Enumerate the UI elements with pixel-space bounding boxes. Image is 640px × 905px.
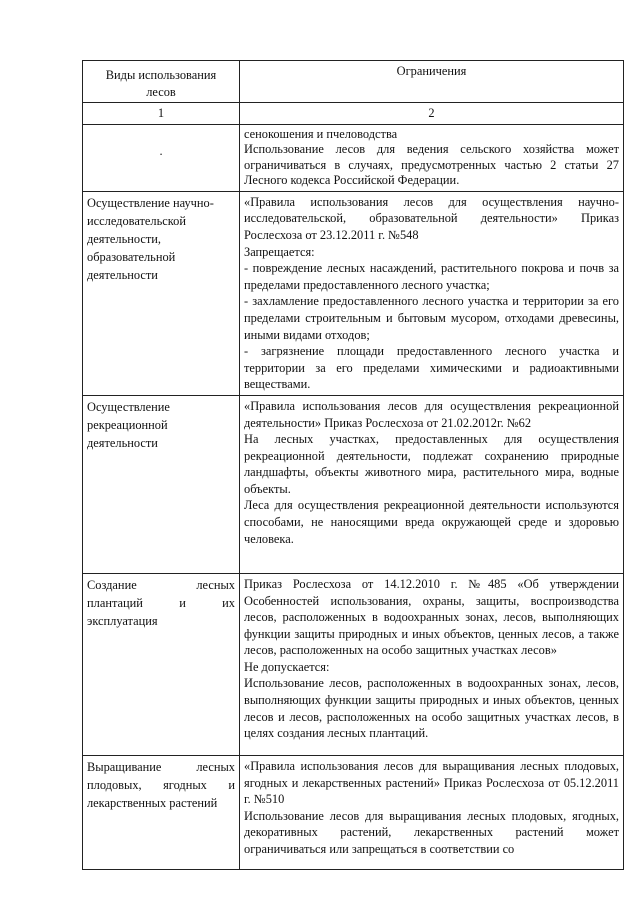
table-row (83, 124, 624, 191)
row-restrictions-cell (240, 124, 624, 191)
header-types-line2: лесов (146, 84, 176, 99)
paragraph: Использование лесов, расположенных в водоохранных зонах, лесов, выполняющих функции защиты природных и иных объектов, ценных лесов и лесов, расположенных на особо защитных участках лесов, в целях создания лесных плантаций. (244, 676, 619, 741)
header-cell-types (83, 61, 240, 103)
paragraph: «Правила использования лесов для осуществления научно-исследовательской, образовательной деятельности» Приказ Рослесхоза от 23.12.2011 г. №548 (244, 194, 619, 242)
paragraph: «Правила использования лесов для выращивания лесных плодовых, ягодных и лекарственных растений» Приказ Рослесхоза от 05.12.2011 г. №510 (244, 758, 619, 807)
paragraph: сенокошения и пчеловодства (244, 126, 398, 141)
paragraph: Использование лесов для выращивания лесных плодовых, ягодных, декоративных растений, лекарственных растений может ограничиваться или запрещаться в соответствии со (244, 808, 619, 856)
table-row (83, 191, 624, 395)
paragraph: «Правила использования лесов для осуществления рекреационной деятельности» Приказ Рослесхоза от 21.02.2012г. №62 (244, 398, 619, 430)
header-restrictions-label: Ограничения (396, 64, 467, 78)
table-row (83, 573, 624, 755)
paragraph: - захламление предоставленного лесного участка и территории за его пределами строительным и бытовым мусором, отходами древесины, иными видами отходов; (244, 294, 619, 342)
row-type-label: Создание лесных плантаций и их эксплуатация (87, 577, 235, 628)
row-type-label: Осуществление рекреационной деятельности (87, 399, 170, 450)
row-type-cell (83, 124, 240, 191)
paragraph: На лесных участках, предоставленных для осуществления рекреационной деятельности, подлежат сохранению природные ландшафты, объекты животного мира, растительного мира, водные объекты. (244, 432, 619, 496)
table-row (83, 395, 624, 573)
restrictions-table (82, 60, 624, 870)
paragraph: Использование лесов для ведения сельского хозяйства может ограничиваться в случаях, предусмотренных частью 2 статьи 27 Лесного кодекса Российской Федерации. (244, 142, 619, 188)
column-number-row (83, 103, 624, 125)
paragraph: - загрязнение площади предоставленного лесного участка и территории за его пределами химическими и радиоактивными веществами. (244, 344, 619, 392)
header-cell-restrictions (240, 61, 624, 103)
table-header-row (83, 61, 624, 103)
paragraph: - повреждение лесных насаждений, растительного покрова и почв за пределами предоставленного лесного участка; (244, 261, 619, 292)
row-restrictions-cell (240, 191, 624, 395)
paragraph: Запрещается: (244, 244, 315, 259)
row-type-cell (83, 573, 240, 755)
header-types-line1: Виды использования (105, 68, 217, 82)
row-type-label: Осуществление научно-исследовательской деятельности, образовательной деятельности (87, 195, 214, 282)
row-type-cell (83, 755, 240, 869)
row-type-cell (83, 395, 240, 573)
table-row (83, 755, 624, 869)
paragraph: Приказ Рослесхоза от 14.12.2010 г. №485 «Об утверждении Особенностей использования, охраны, защиты, воспроизводства лесов, расположенных в водоохранных зонах, лесов, выполняющих функции защиты природных и иных объектов, ценных лесов, а также лесов, расположенных на особо защитных участках лесов» (244, 576, 619, 658)
row-restrictions-cell (240, 395, 624, 573)
row-restrictions-cell (240, 573, 624, 755)
column-number-1: 1 (83, 103, 240, 125)
column-number-2: 2 (240, 103, 624, 125)
paragraph: Не допускается: (244, 659, 330, 674)
row-type-cell (83, 191, 240, 395)
row-type-label: Выращивание лесных плодовых, ягодных и лекарственных растений (87, 759, 235, 810)
row-restrictions-cell (240, 755, 624, 869)
row-marker: . (159, 143, 163, 158)
paragraph: Леса для осуществления рекреационной деятельности используются способами, не наносящими вреда окружающей среде и здоровью человека. (244, 498, 619, 546)
